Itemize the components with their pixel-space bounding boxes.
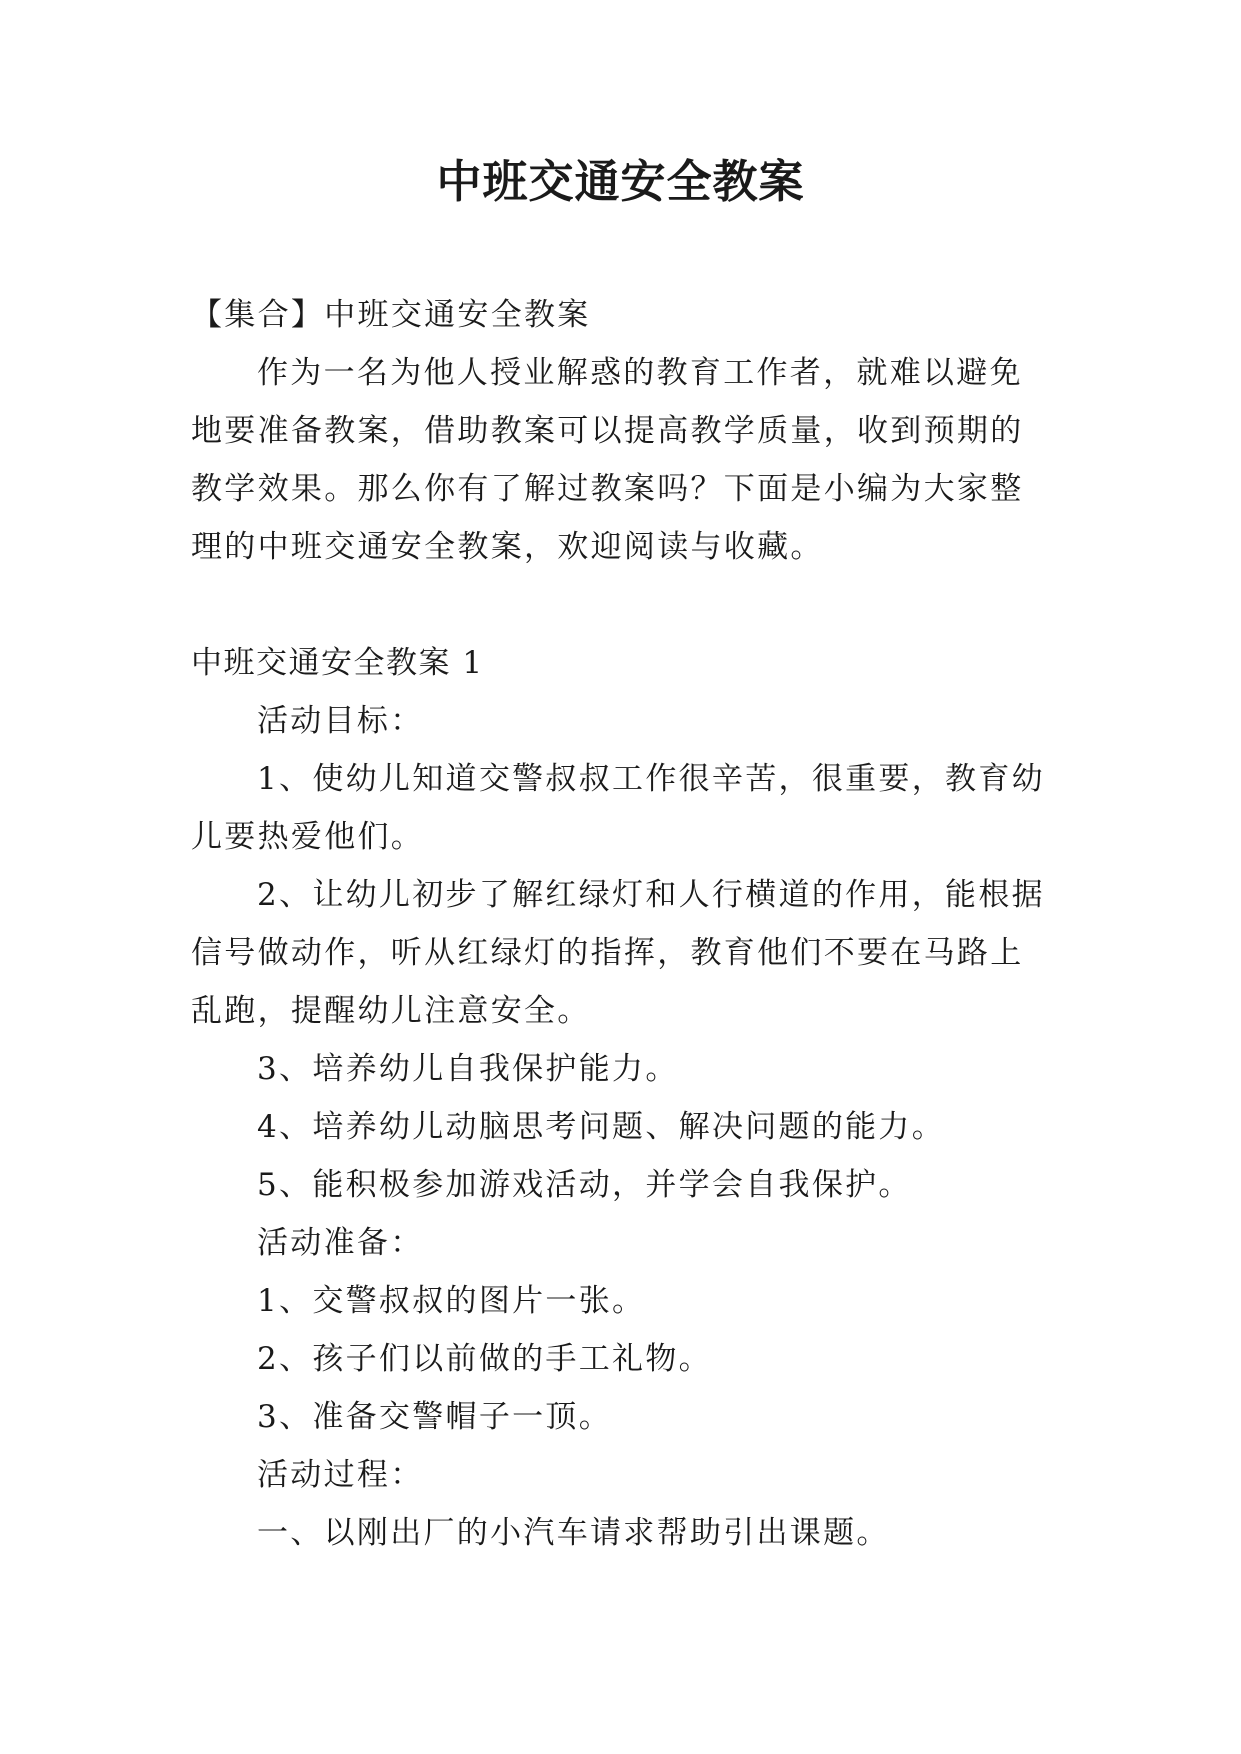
goal-item-1: 1、使幼儿知道交警叔叔工作很辛苦，很重要，教育幼儿要热爱他们。 xyxy=(191,761,1045,855)
goal-item-4: 4、培养幼儿动脑思考问题、解决问题的能力。 xyxy=(257,1109,946,1145)
goal-item-2: 2、让幼儿初步了解红绿灯和人行横道的作用，能根据信号做动作，听从红绿灯的指挥，教育他们不要在马路上乱跑，提醒幼儿注意安全。 xyxy=(191,877,1045,1029)
prep-label: 活动准备： xyxy=(257,1225,424,1261)
document-title: 中班交通安全教案 xyxy=(436,155,805,208)
goals-label: 活动目标： xyxy=(257,703,424,739)
intro-paragraph: 作为一名为他人授业解惑的教育工作者，就难以避免地要准备教案，借助教案可以提高教学质量，收到预期的教学效果。那么你有了解过教案吗？下面是小编为大家整理的中班交通安全教案，欢迎阅读与收藏。 xyxy=(191,355,1024,565)
process-item-1: 一、以刚出厂的小汽车请求帮助引出课题。 xyxy=(257,1515,890,1551)
intro-heading: 【集合】中班交通安全教案 xyxy=(191,297,591,333)
prep-item-2: 2、孩子们以前做的手工礼物。 xyxy=(257,1341,712,1377)
goal-item-3: 3、培养幼儿自我保护能力。 xyxy=(257,1051,679,1087)
section-heading: 中班交通安全教案 1 xyxy=(191,645,484,681)
process-label: 活动过程： xyxy=(257,1457,424,1493)
prep-item-3: 3、准备交警帽子一顶。 xyxy=(257,1399,613,1435)
section-spacer xyxy=(191,576,1051,634)
document-body xyxy=(191,286,1051,1562)
goal-item-5: 5、能积极参加游戏活动，并学会自我保护。 xyxy=(257,1167,912,1203)
prep-item-1: 1、交警叔叔的图片一张。 xyxy=(257,1283,646,1319)
